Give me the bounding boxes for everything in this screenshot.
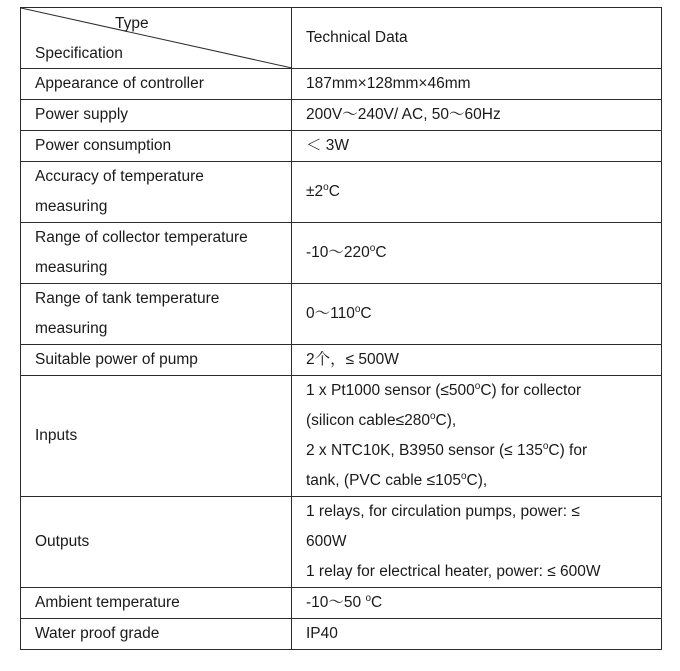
value-cell [292,284,662,345]
spec-label: measuring [35,320,108,337]
spec-cell [21,588,292,619]
value-text: -10～50 $^o$C [306,593,383,611]
value-text: 187mm×128mm×46mm [306,75,471,92]
spec-cell [21,284,292,345]
header-type-label: Type [115,15,149,32]
value-cell [292,619,662,650]
spec-label: Water proof grade [35,625,160,642]
value-text: 200V～240V/ AC, 50～60Hz [306,106,501,123]
spec-label: Ambient temperature [35,594,180,611]
table-row [21,376,662,497]
value-cell [292,162,662,223]
header-diagonal-cell [21,8,292,69]
table-row [21,284,662,345]
spec-cell [21,162,292,223]
value-text: tank, (PVC cable $\le 105^oC$), [306,471,488,489]
value-text: 1 x Pt1000 sensor $(\le 500^oC)$ for collector [306,381,582,399]
header-specification-label: Specification [35,45,123,62]
spec-label: measuring [35,259,108,276]
value-text: 1 relay for electrical heater, power: ≤ 600W [306,563,601,580]
value-cell [292,131,662,162]
spec-label: Inputs [35,427,78,444]
table-row [21,223,662,284]
value-text: 600W [306,533,347,550]
spec-cell [21,100,292,131]
spec-cell [21,376,292,497]
header-technical-data: Technical Data [292,8,662,69]
spec-cell [21,223,292,284]
value-text: IP40 [306,625,338,642]
value-text: ＜ 3W [306,137,350,154]
spec-label: measuring [35,198,108,215]
value-text: 1 relays, for circulation pumps, power: ≤ [306,503,580,520]
value-cell [292,223,662,284]
table-row [21,619,662,650]
spec-label: Power consumption [35,137,172,154]
value-text: -10～220$^o$C [306,243,387,261]
spec-cell [21,497,292,588]
spec-label: Outputs [35,533,90,550]
table-row [21,497,662,588]
value-cell [292,588,662,619]
value-text: $\pm 2^oC$ [306,182,340,200]
value-cell [292,100,662,131]
value-cell [292,497,662,588]
spec-cell [21,131,292,162]
table-row [21,345,662,376]
value-text: 0～110$^o$C [306,304,372,322]
table-row [21,100,662,131]
table-row [21,162,662,223]
value-cell [292,69,662,100]
spec-label: Range of tank temperature [35,290,220,307]
table-row [21,588,662,619]
value-text: 2个，≤ 500W [306,351,399,368]
spec-label: Accuracy of temperature [35,168,204,185]
table-row [21,131,662,162]
spec-label: Power supply [35,106,129,123]
spec-label: Range of collector temperature [35,229,248,246]
value-cell [292,345,662,376]
spec-cell [21,619,292,650]
table-row [21,69,662,100]
value-text: (silicon $cable\le 280^oC$), [306,411,457,429]
spec-cell [21,69,292,100]
spec-label: Suitable power of pump [35,351,198,368]
value-text: 2 x NTC10K, B3950 sensor (≤ $135^oC$) for [306,441,588,459]
value-cell [292,376,662,497]
spec-label: Appearance of controller [35,75,204,92]
header-row [21,8,662,69]
spec-table [20,7,662,650]
spec-cell [21,345,292,376]
